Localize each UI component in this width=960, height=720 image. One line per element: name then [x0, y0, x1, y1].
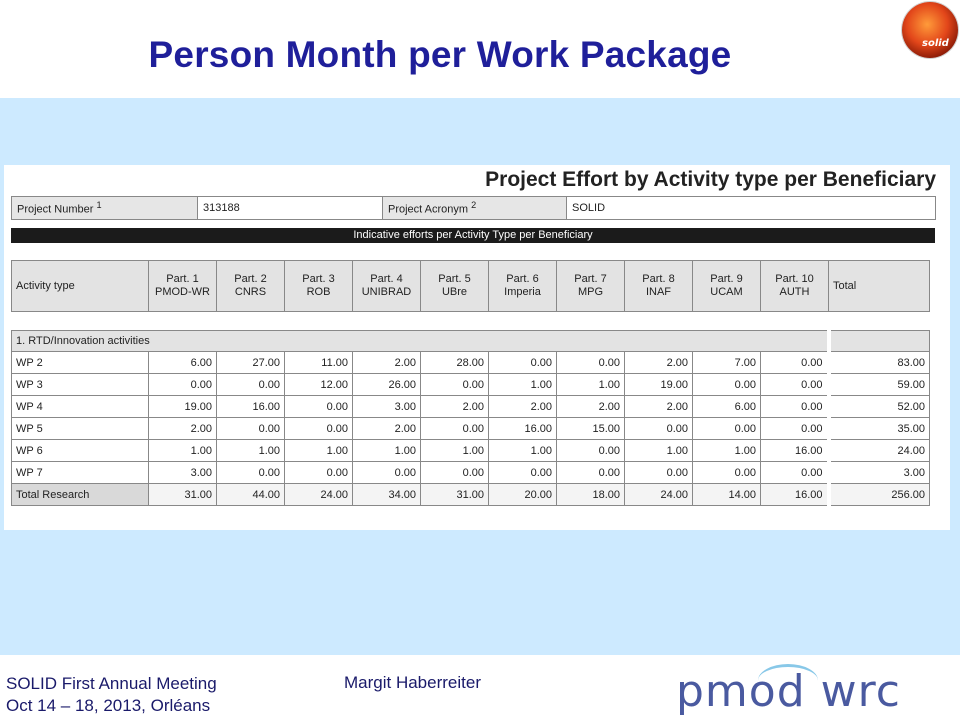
cell-value: 34.00 — [353, 484, 421, 506]
cell-value: 0.00 — [693, 418, 761, 440]
row-label: Total Research — [12, 484, 149, 506]
row-label: WP 2 — [12, 352, 149, 374]
section-row — [12, 331, 930, 352]
section-label: 1. RTD/Innovation activities — [12, 331, 829, 352]
row-total: 35.00 — [829, 418, 930, 440]
cell-value: 3.00 — [353, 396, 421, 418]
row-label: WP 4 — [12, 396, 149, 418]
cell-value: 1.00 — [353, 440, 421, 462]
effort-rows — [12, 352, 930, 506]
cell-value: 0.00 — [761, 418, 829, 440]
cell-value: 1.00 — [557, 374, 625, 396]
part-header: Part. 5 UBre — [421, 261, 489, 312]
document-title: Project Effort by Activity type per Beneficiary — [485, 168, 936, 191]
table-row — [12, 440, 930, 462]
cell-value: 18.00 — [557, 484, 625, 506]
cell-value: 1.00 — [217, 440, 285, 462]
cell-value: 2.00 — [489, 396, 557, 418]
project-acronym-value: SOLID — [567, 197, 936, 220]
row-label: WP 3 — [12, 374, 149, 396]
table-row — [12, 374, 930, 396]
cell-value: 16.00 — [761, 440, 829, 462]
pmod-wrc-logo-text: pmod wrc — [676, 666, 901, 717]
cell-value: 0.00 — [149, 374, 217, 396]
row-label: WP 6 — [12, 440, 149, 462]
cell-value: 19.00 — [149, 396, 217, 418]
table-row — [12, 396, 930, 418]
cell-value: 2.00 — [557, 396, 625, 418]
row-total: 52.00 — [829, 396, 930, 418]
cell-value: 0.00 — [693, 462, 761, 484]
cell-value: 20.00 — [489, 484, 557, 506]
total-header: Total — [829, 261, 930, 312]
cell-value: 2.00 — [353, 418, 421, 440]
cell-value: 0.00 — [285, 396, 353, 418]
cell-value: 0.00 — [421, 374, 489, 396]
cell-value: 12.00 — [285, 374, 353, 396]
cell-value: 44.00 — [217, 484, 285, 506]
table-row — [12, 462, 930, 484]
cell-value: 15.00 — [557, 418, 625, 440]
effort-table — [11, 260, 930, 506]
cell-value: 1.00 — [421, 440, 489, 462]
table-header-row — [12, 261, 930, 312]
cell-value: 2.00 — [353, 352, 421, 374]
cell-value: 1.00 — [149, 440, 217, 462]
cell-value: 16.00 — [489, 418, 557, 440]
cell-value: 0.00 — [489, 462, 557, 484]
part-header: Part. 4 UNIBRAD — [353, 261, 421, 312]
cell-value: 0.00 — [693, 374, 761, 396]
section-total-blank — [829, 331, 930, 352]
cell-value: 0.00 — [761, 374, 829, 396]
project-number-value: 313188 — [198, 197, 383, 220]
part-header: Part. 9 UCAM — [693, 261, 761, 312]
spacer-row — [12, 312, 930, 331]
cell-value: 1.00 — [489, 374, 557, 396]
cell-value: 0.00 — [285, 418, 353, 440]
part-header: Part. 8 INAF — [625, 261, 693, 312]
footer-meeting-info — [6, 673, 217, 717]
table-row — [12, 352, 930, 374]
cell-value: 0.00 — [625, 462, 693, 484]
cell-value: 0.00 — [285, 462, 353, 484]
cell-value: 27.00 — [217, 352, 285, 374]
cell-value: 1.00 — [625, 440, 693, 462]
part-header: Part. 6 Imperia — [489, 261, 557, 312]
cell-value: 2.00 — [149, 418, 217, 440]
cell-value: 24.00 — [625, 484, 693, 506]
efforts-caption-bar: Indicative efforts per Activity Type per Beneficiary — [11, 228, 935, 243]
cell-value: 2.00 — [421, 396, 489, 418]
cell-value: 0.00 — [421, 462, 489, 484]
row-total: 83.00 — [829, 352, 930, 374]
project-acronym-label: Project Acronym $^2$ — [383, 197, 567, 220]
cell-value: 0.00 — [625, 418, 693, 440]
cell-value: 1.00 — [693, 440, 761, 462]
cell-value: 26.00 — [353, 374, 421, 396]
part-header: Part. 1 PMOD-WR — [149, 261, 217, 312]
cell-value: 0.00 — [421, 418, 489, 440]
row-total: 59.00 — [829, 374, 930, 396]
part-header: Part. 3 ROB — [285, 261, 353, 312]
cell-value: 1.00 — [285, 440, 353, 462]
cell-value: 7.00 — [693, 352, 761, 374]
cell-value: 0.00 — [761, 396, 829, 418]
solid-logo-label: solid — [922, 38, 949, 49]
cell-value: 6.00 — [149, 352, 217, 374]
cell-value: 11.00 — [285, 352, 353, 374]
cell-value: 0.00 — [557, 352, 625, 374]
cell-value: 2.00 — [625, 396, 693, 418]
cell-value: 31.00 — [149, 484, 217, 506]
row-total: 256.00 — [829, 484, 930, 506]
part-header: Part. 10 AUTH — [761, 261, 829, 312]
row-label: WP 7 — [12, 462, 149, 484]
cell-value: 0.00 — [353, 462, 421, 484]
table-row — [12, 418, 930, 440]
row-label: WP 5 — [12, 418, 149, 440]
cell-value: 31.00 — [421, 484, 489, 506]
cell-value: 24.00 — [285, 484, 353, 506]
effort-document — [4, 165, 950, 530]
pmod-wrc-logo — [676, 664, 916, 718]
cell-value: 2.00 — [625, 352, 693, 374]
cell-value: 14.00 — [693, 484, 761, 506]
cell-value: 16.00 — [761, 484, 829, 506]
footer-dates: Oct 14 – 18, 2013, Orléans — [6, 696, 211, 715]
total-research-row — [12, 484, 930, 506]
cell-value: 0.00 — [217, 462, 285, 484]
cell-value: 19.00 — [625, 374, 693, 396]
solid-logo — [902, 2, 958, 58]
project-number-label: Project Number $^1$ — [12, 197, 198, 220]
part-header: Part. 2 CNRS — [217, 261, 285, 312]
cell-value: 6.00 — [693, 396, 761, 418]
cell-value: 0.00 — [761, 352, 829, 374]
footer-author: Margit Haberreiter — [344, 673, 481, 692]
cell-value: 0.00 — [217, 418, 285, 440]
cell-value: 0.00 — [489, 352, 557, 374]
footer-meeting: SOLID First Annual Meeting — [6, 674, 217, 693]
row-total: 24.00 — [829, 440, 930, 462]
cell-value: 0.00 — [217, 374, 285, 396]
part-header: Part. 7 MPG — [557, 261, 625, 312]
cell-value: 3.00 — [149, 462, 217, 484]
activity-type-header: Activity type — [12, 261, 149, 312]
project-info-table — [11, 196, 936, 220]
row-total: 3.00 — [829, 462, 930, 484]
cell-value: 16.00 — [217, 396, 285, 418]
cell-value: 0.00 — [557, 462, 625, 484]
cell-value: 1.00 — [489, 440, 557, 462]
cell-value: 0.00 — [557, 440, 625, 462]
cell-value: 0.00 — [761, 462, 829, 484]
slide-title: Person Month per Work Package — [148, 34, 732, 75]
cell-value: 28.00 — [421, 352, 489, 374]
